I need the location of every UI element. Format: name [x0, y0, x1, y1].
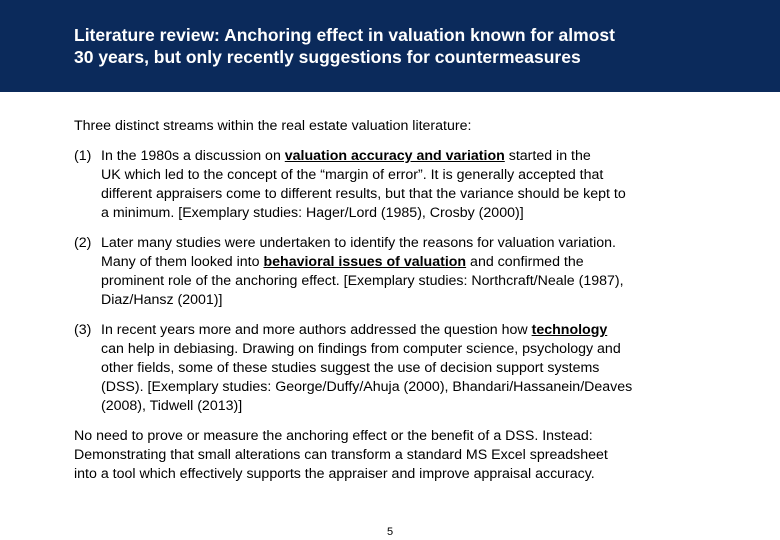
slide-body [74, 117, 714, 484]
emphasis-text: valuation accuracy and variation [284, 148, 505, 164]
text-line: No need to prove or measure the anchoring effect or the benefit of a DSS. Instead: [74, 428, 593, 444]
text-line: into a tool which effectively supports the appraiser and improve appraisal accuracy. [74, 466, 595, 482]
list-number: (3) [74, 322, 92, 338]
text-line: a minimum. [Exemplary studies: Hager/Lord (1985), Crosby (2000)] [101, 205, 524, 221]
slide-title-line-1: Literature review: Anchoring effect in valuation known for almost [74, 25, 615, 45]
list-item-2 [74, 234, 714, 310]
list-number: (2) [74, 235, 92, 251]
text-line: Later many studies were undertaken to identify the reasons for valuation variation. [101, 235, 616, 251]
list-item-text [101, 234, 714, 310]
text-segment: In recent years more and more authors addressed the question how [101, 322, 532, 338]
slide-title-line-2: 30 years, but only recently suggestions for countermeasures [74, 47, 581, 67]
text-segment: Many of them looked into [101, 254, 264, 270]
emphasis-text: technology [531, 322, 608, 338]
text-line: (DSS). [Exemplary studies: George/Duffy/Ahuja (2000), Bhandari/Hassanein/Deaves [101, 379, 633, 395]
list-item-1 [74, 147, 714, 223]
text-line: UK which led to the concept of the “margin of error”. It is generally accepted that [101, 167, 604, 183]
text-line: other fields, some of these studies suggest the use of decision support systems [101, 360, 600, 376]
text-line: (2008), Tidwell (2013)] [101, 398, 243, 414]
slide-title [74, 24, 754, 68]
text-line [101, 253, 714, 272]
text-line: Diaz/Hansz (2001)] [101, 292, 223, 308]
text-line [101, 321, 714, 340]
intro-text: Three distinct streams within the real estate valuation literature: [74, 118, 472, 134]
emphasis-text: behavioral issues of valuation [263, 254, 467, 270]
list-item-3 [74, 321, 714, 416]
text-line: different appraisers come to different results, but that the variance should be kept to [101, 186, 626, 202]
text-line: can help in debiasing. Drawing on findings from computer science, psychology and [101, 341, 621, 357]
list-item-text [101, 147, 714, 223]
text-line: prominent role of the anchoring effect. [Exemplary studies: Northcraft/Neale (1987), [101, 273, 624, 289]
text-segment: In the 1980s a discussion on [101, 148, 285, 164]
page-number: 5 [386, 526, 394, 538]
conclusion-text [74, 427, 714, 484]
list-item-text [101, 321, 714, 416]
text-segment: and confirmed the [466, 254, 584, 270]
text-segment: started in the [504, 148, 591, 164]
text-line: Demonstrating that small alterations can transform a standard MS Excel spreadsheet [74, 447, 608, 463]
text-line [101, 147, 714, 166]
title-bar [0, 0, 780, 92]
list-number: (1) [74, 148, 92, 164]
